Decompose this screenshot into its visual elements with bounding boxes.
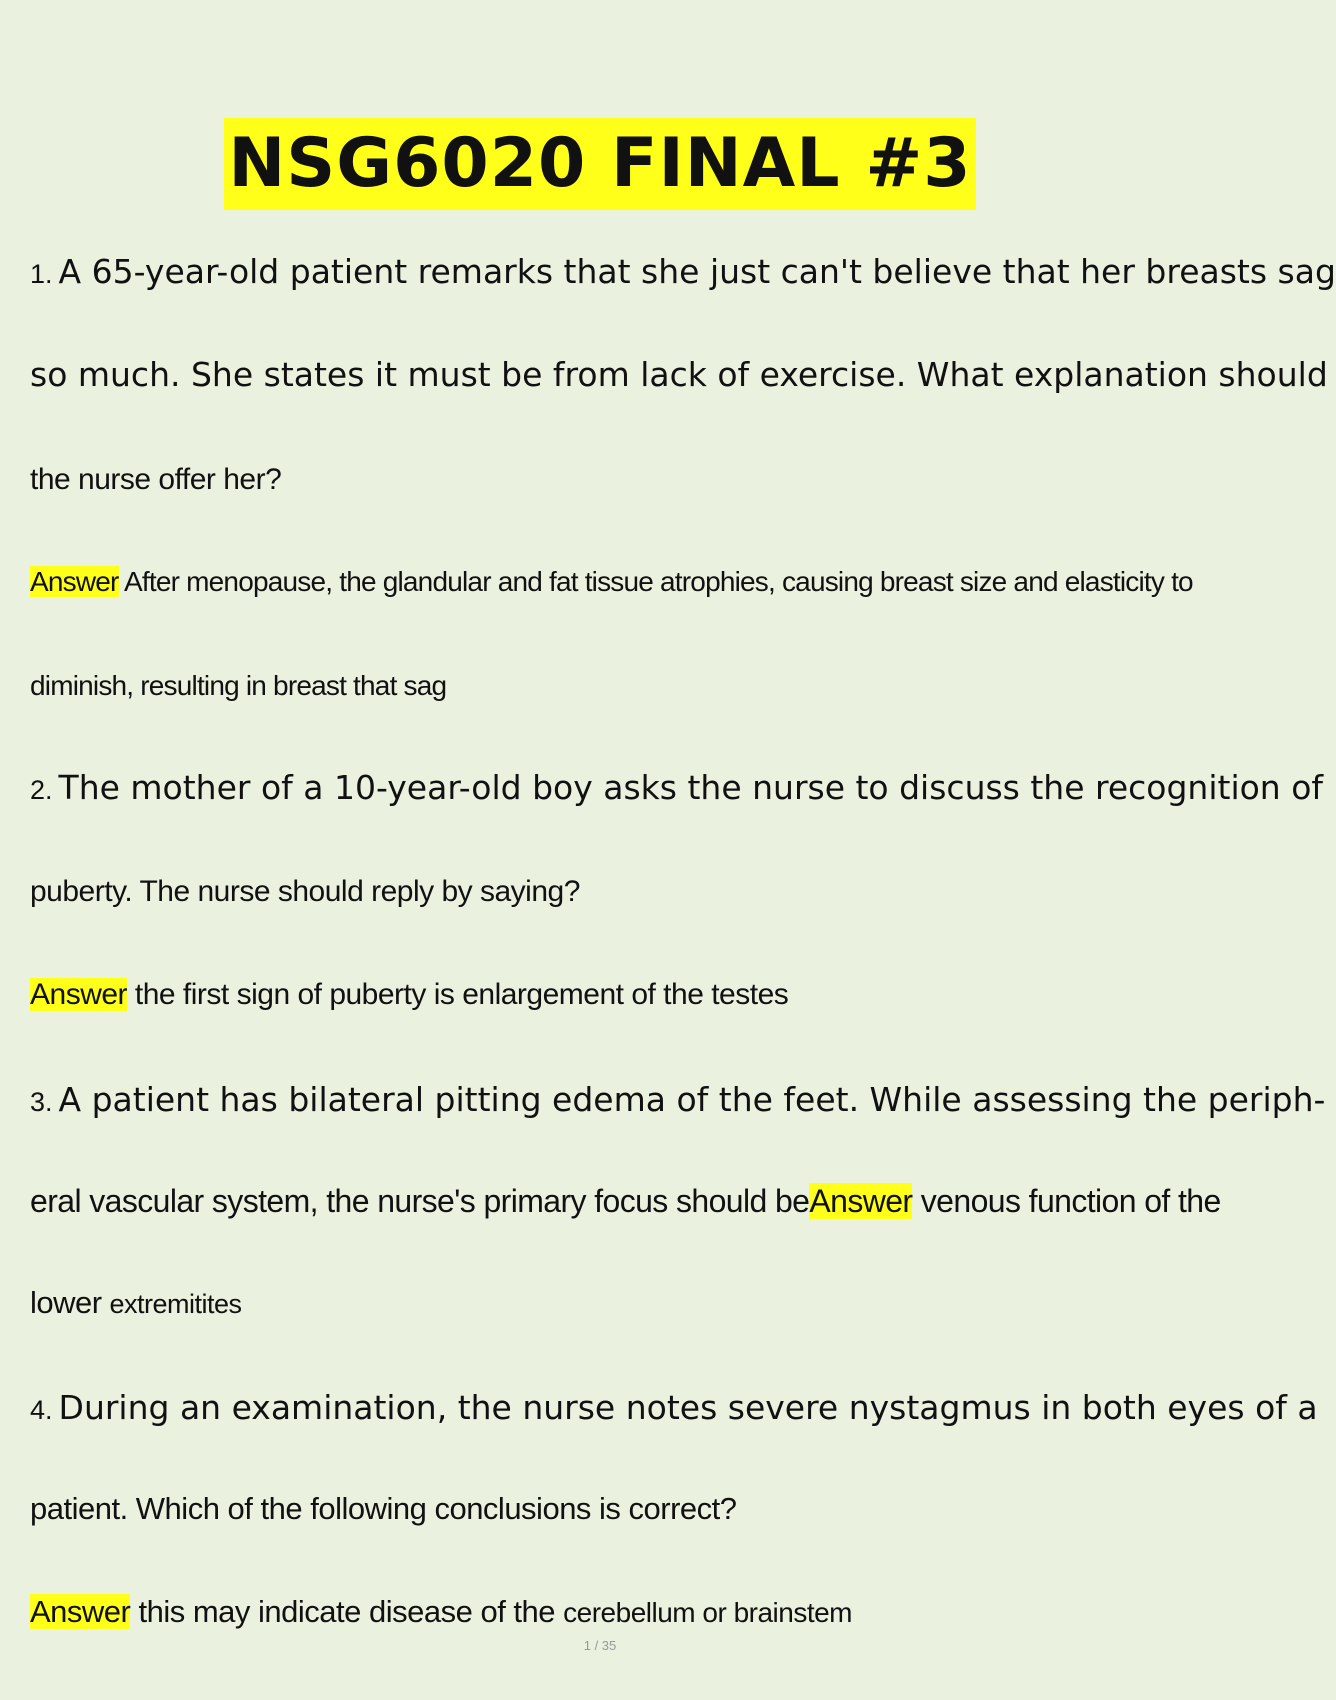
answer-1-text-1: After menopause, the glandular and fat tissue atrophies, causing breast size and elasticity to: [124, 566, 1193, 597]
question-1-number: 1.: [30, 259, 53, 289]
question-4-line-1: [30, 1388, 1318, 1427]
question-1-text-3: the nurse offer her?: [30, 463, 282, 496]
answer-label: Answer: [30, 566, 119, 597]
answer-4-line-1: [30, 1594, 1173, 1630]
question-2-number: 2.: [30, 775, 53, 805]
answer-3-text-2: lower: [30, 1285, 102, 1320]
question-3-text-1: A patient has bilateral pitting edema of the feet. While assessing the periph-: [58, 1080, 1326, 1119]
question-2-line-2: [30, 875, 1173, 909]
answer-label: Answer: [30, 1594, 131, 1629]
answer-1-line-2: [30, 670, 1173, 702]
answer-4-text-1: this may indicate disease of the: [138, 1594, 556, 1629]
question-3-number: 3.: [30, 1087, 53, 1117]
answer-3-text-1: venous function of the: [920, 1183, 1221, 1219]
question-1-text-1: A 65-year-old patient remarks that she just can't believe that her breasts sag: [58, 252, 1336, 291]
answer-2-text-1: the first sign of puberty is enlargement of the testes: [134, 978, 789, 1011]
question-4-line-2: [30, 1491, 1173, 1527]
question-1-text-2: so much. She states it must be from lack of exercise. What explanation should: [30, 355, 1328, 394]
answer-3-text-3: extremitites: [109, 1289, 242, 1319]
answer-label: Answer: [30, 978, 128, 1011]
answer-3-line-2: [30, 1285, 1173, 1321]
question-4-text-2: patient. Which of the following conclusions is correct?: [30, 1491, 737, 1526]
question-4-text-1: During an examination, the nurse notes severe nystagmus in both eyes of a: [58, 1388, 1318, 1427]
question-2-line-1: [30, 768, 1324, 807]
question-2-text-1: The mother of a 10-year-old boy asks the nurse to discuss the recognition of: [58, 768, 1324, 807]
answer-1-text-2: diminish, resulting in breast that sag: [30, 670, 447, 701]
question-1-line-1: [30, 252, 1336, 291]
question-4-number: 4.: [30, 1395, 53, 1425]
answer-1-line-1: [30, 566, 1193, 598]
answer-4-text-2: cerebellum or brainstem: [563, 1597, 852, 1628]
page-number: 1 / 35: [583, 1638, 617, 1653]
question-3-text-2: eral vascular system, the nurse's primary focus should be: [30, 1183, 810, 1219]
question-3-line-2: [30, 1183, 1221, 1220]
question-1-line-3: [30, 463, 1173, 497]
title-container: [0, 118, 1200, 210]
answer-2-line-1: [30, 978, 1173, 1012]
question-3-line-1: [30, 1080, 1326, 1119]
page-title: NSG6020 FINAL #3: [224, 118, 975, 210]
answer-label: Answer: [809, 1183, 913, 1219]
question-1-line-2: [30, 355, 1328, 394]
question-2-text-2: puberty. The nurse should reply by saying?: [30, 875, 580, 908]
